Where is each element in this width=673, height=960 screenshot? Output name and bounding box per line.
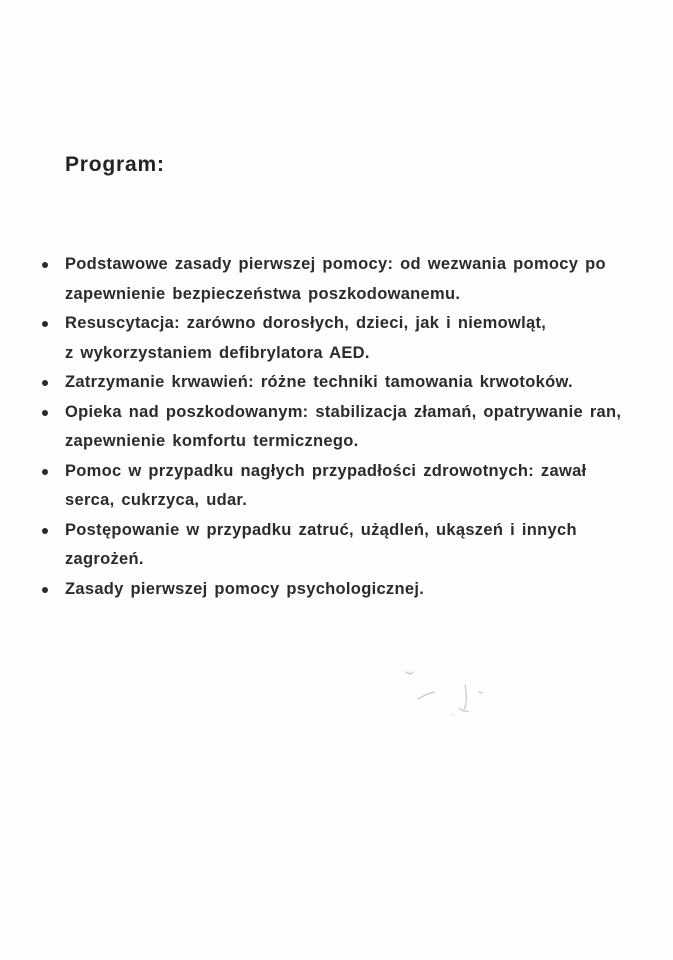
bullet-icon xyxy=(42,587,48,593)
text-line: Postępowanie w przypadku zatruć, użądleń, ukąszeń i innych xyxy=(65,520,577,539)
handwritten-pen-mark xyxy=(393,658,508,730)
list-item-text xyxy=(56,250,642,309)
bullet-icon xyxy=(42,321,48,327)
list-item xyxy=(42,516,642,575)
list-item-text xyxy=(56,575,642,605)
bullet-icon xyxy=(42,380,48,386)
text-line: Podstawowe zasady pierwszej pomocy: od wezwania pomocy po xyxy=(65,255,606,273)
text-line: Zatrzymanie krwawień: różne techniki tamowania krwotoków. xyxy=(65,373,573,391)
list-item-text xyxy=(56,398,642,457)
program-bullet-list xyxy=(42,250,642,604)
list-item-text xyxy=(56,457,642,516)
text-line: zagrożeń. xyxy=(65,550,144,568)
bullet-icon xyxy=(42,262,48,268)
text-line: z wykorzystaniem defibrylatora AED. xyxy=(65,343,370,362)
list-item xyxy=(42,368,642,398)
text-line: Resuscytacja: zarówno dorosłych, dzieci, jak i niemowląt, xyxy=(65,314,547,332)
list-item-text xyxy=(56,516,642,575)
list-item-text xyxy=(56,368,642,398)
bullet-icon xyxy=(42,410,48,416)
list-item xyxy=(42,250,642,309)
bullet-icon xyxy=(42,469,48,475)
list-item xyxy=(42,309,642,368)
text-line: Zasady pierwszej pomocy psychologicznej. xyxy=(65,579,425,598)
text-line: Pomoc w przypadku nagłych przypadłości zdrowotnych: zawał xyxy=(65,461,587,480)
list-item-text xyxy=(56,309,642,368)
text-line: zapewnienie komfortu termicznego. xyxy=(65,432,359,450)
page-title: Program: xyxy=(65,153,165,176)
list-item xyxy=(42,398,642,457)
bullet-icon xyxy=(42,528,48,534)
text-line: zapewnienie bezpieczeństwa poszkodowanemu. xyxy=(65,284,461,303)
list-item xyxy=(42,575,642,605)
list-item xyxy=(42,457,642,516)
text-line: Opieka nad poszkodowanym: stabilizacja złamań, opatrywanie ran, xyxy=(65,402,622,421)
text-line: serca, cukrzyca, udar. xyxy=(65,491,248,509)
